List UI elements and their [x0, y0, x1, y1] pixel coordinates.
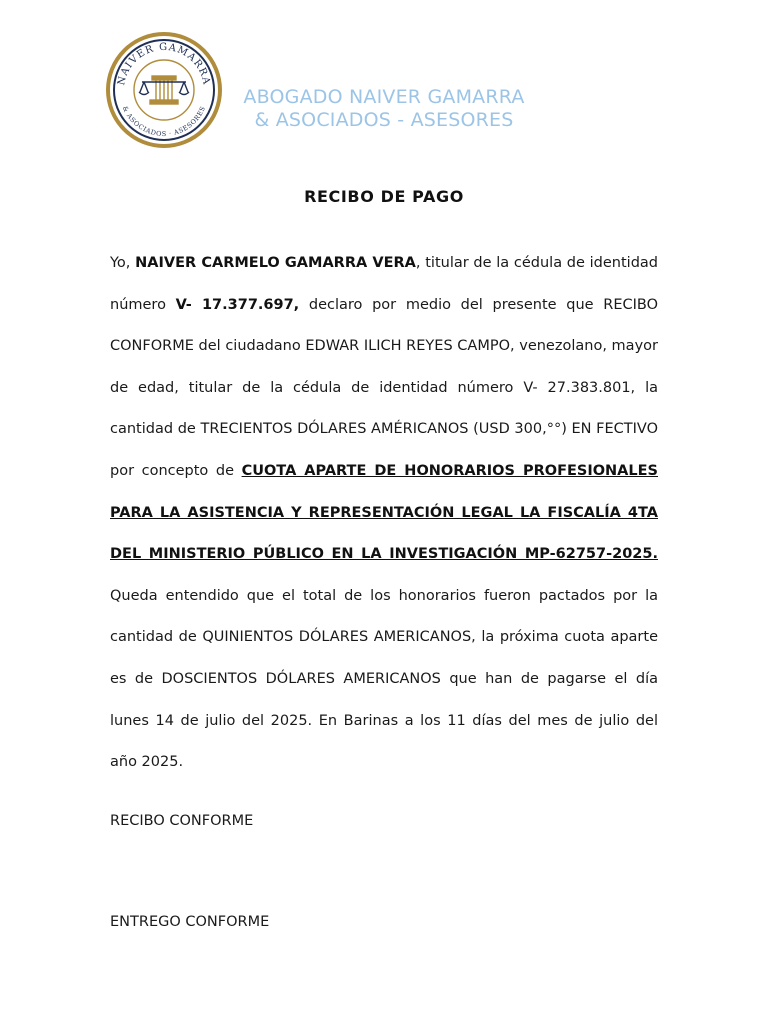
payee-id-number: V- 17.377.697, — [175, 296, 300, 313]
seal-ring-top-text: NAIVER GAMARRA — [116, 41, 212, 87]
payee-name: NAIVER CARMELO GAMARRA VERA — [135, 255, 416, 271]
firm-name-line-2: & ASOCIADOS - ASESORES — [254, 109, 514, 131]
receipt-body-paragraph — [110, 243, 658, 784]
firm-name-line-1: ABOGADO NAIVER GAMARRA — [243, 86, 525, 108]
recibo-conforme-signature-label: RECIBO CONFORME — [110, 813, 254, 829]
paragraph-text: declaro por medio del presente que RECIBO CONFORME del ciudadano EDWAR ILICH REYES CAMPO, venezolano, mayor de edad, titular de la cédula de identidad número V- 27.383.801, la cantidad de TRECIENTOS DÓLARES AMÉRICANOS (USD 300,°°) EN FECTIVO por concepto de — [110, 296, 658, 479]
payment-concept: CUOTA APARTE DE HONORARIOS PROFESIONALES PARA LA ASISTENCIA Y REPRESENTACIÓN LEGAL LA FISCALÍA 4TA DEL MINISTERIO PÚBLICO EN LA INVESTIGACIÓN MP-62757-2025. — [110, 462, 658, 563]
seal-ring-bottom-text: & ASOCIADOS · ASESORES — [120, 104, 208, 139]
firm-name-heading — [226, 86, 542, 132]
entrego-conforme-signature-label: ENTREGO CONFORME — [110, 914, 270, 930]
paragraph-text: , titular de la cédula de identidad número — [110, 255, 658, 313]
document-title: RECIBO DE PAGO — [304, 187, 464, 206]
paragraph-text: Yo, — [110, 255, 136, 271]
firm-logo-seal — [104, 32, 224, 148]
paragraph-text: Queda entendido que el total de los honorarios fueron pactados por la cantidad de QUINIENTOS DÓLARES AMERICANOS, la próxima cuota aparte es de DOSCIENTOS DÓLARES AMERICANOS que han de pagarse el día lunes 14 de julio del 2025. En Barinas a los 11 días del mes de julio del año 2025. — [110, 587, 658, 771]
